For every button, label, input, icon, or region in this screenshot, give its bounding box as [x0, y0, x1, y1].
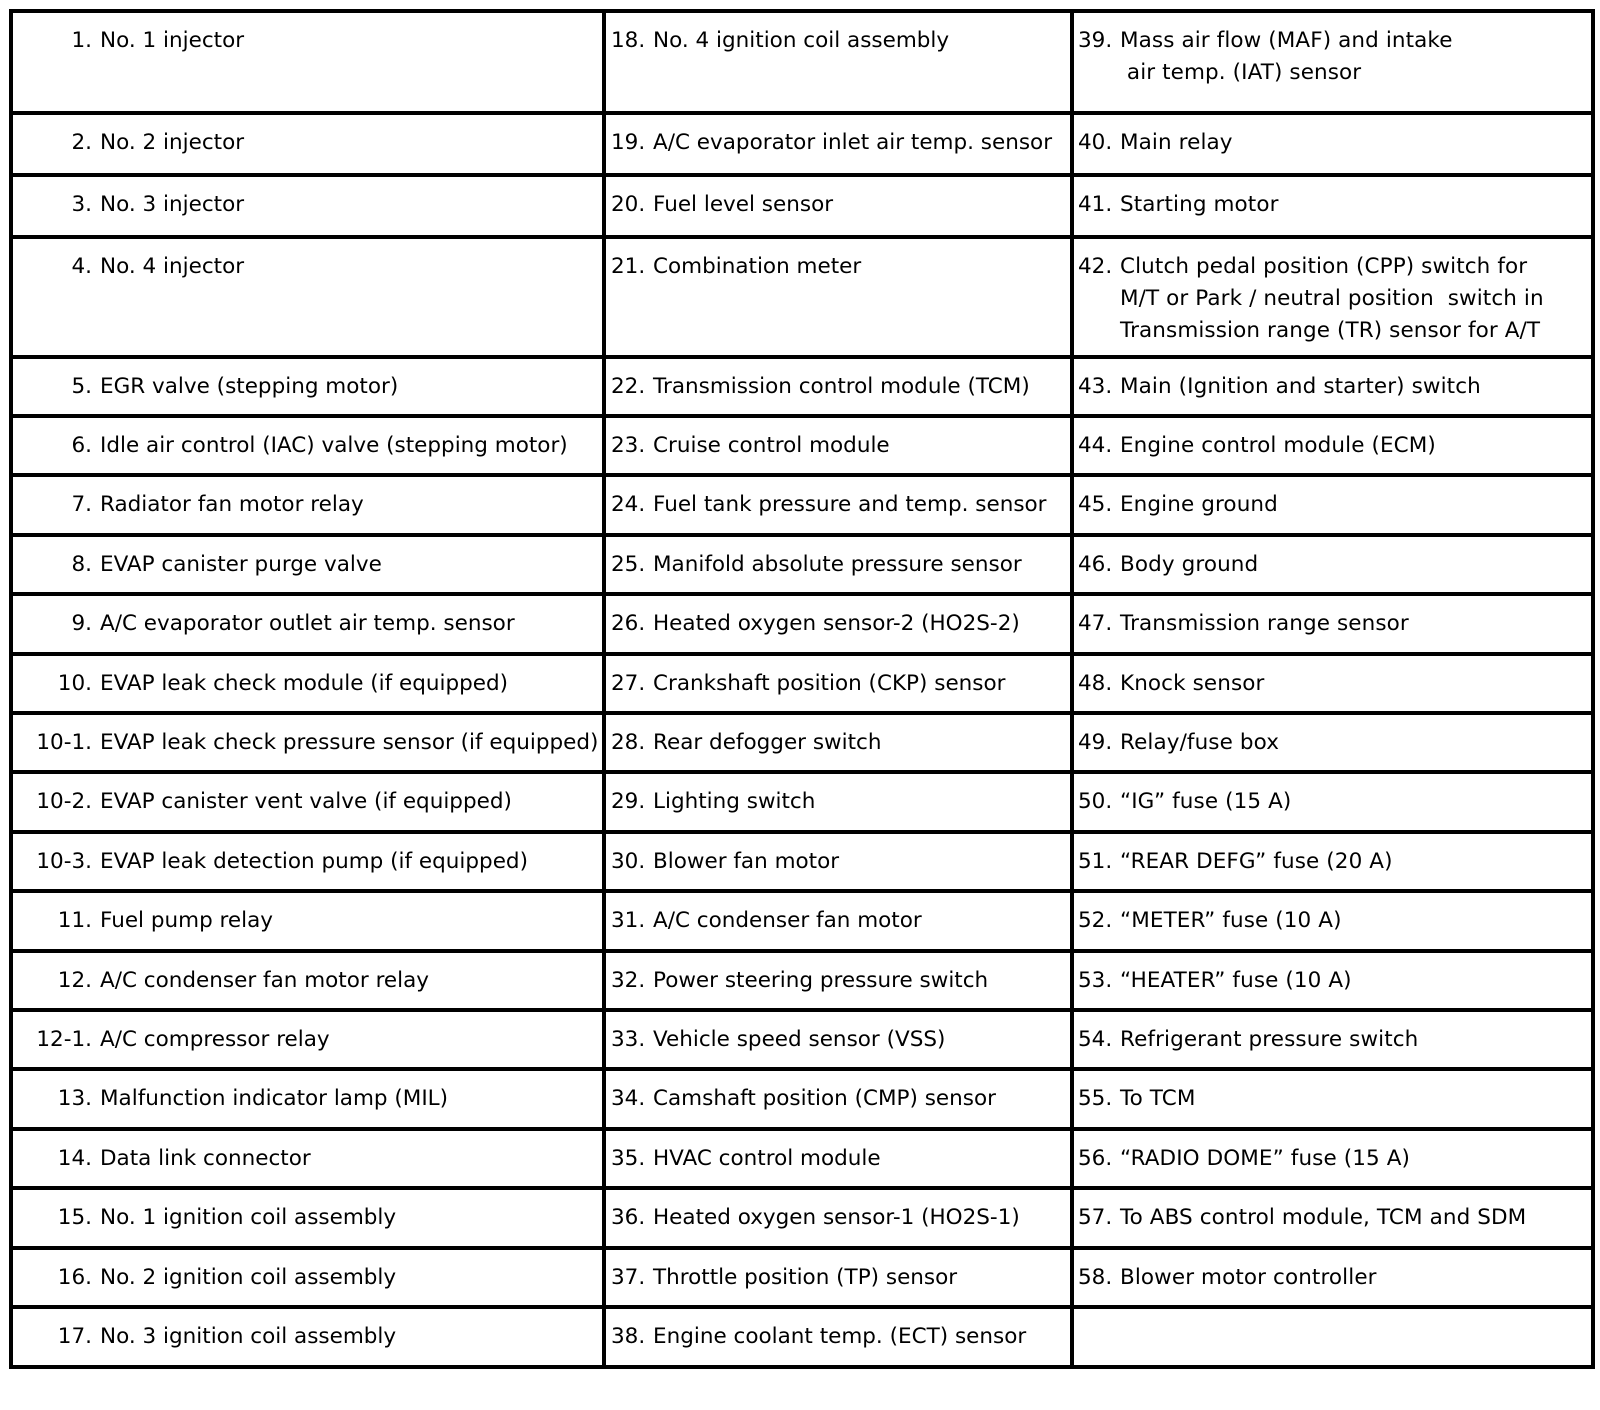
legend-entry [1074, 656, 1591, 700]
item-description: Radiator fan motor relay [100, 492, 364, 517]
legend-entry [606, 893, 1070, 937]
legend-cell [1072, 772, 1593, 832]
legend-cell [1072, 713, 1593, 772]
legend-cell [604, 772, 1072, 832]
legend-cell [11, 1010, 604, 1069]
item-description: Main (Ignition and starter) switch [1120, 374, 1481, 399]
item-number: 34. [611, 1086, 646, 1111]
item-description: No. 1 ignition coil assembly [100, 1205, 397, 1230]
item-description: A/C evaporator outlet air temp. sensor [100, 611, 515, 636]
item-description: Transmission range sensor [1120, 611, 1409, 636]
item-number: 10-2. [36, 789, 92, 814]
item-description: Transmission control module (TCM) [653, 374, 1030, 399]
legend-row [11, 416, 1593, 475]
item-number: 45. [1078, 492, 1113, 517]
legend-entry [606, 13, 1070, 57]
item-description: To TCM [1120, 1086, 1196, 1111]
legend-cell [604, 1010, 1072, 1069]
item-description: Throttle position (TP) sensor [653, 1265, 958, 1290]
legend-cell [604, 594, 1072, 654]
legend-entry [13, 1071, 602, 1115]
item-description: Mass air flow (MAF) and intake air temp. (IAT) sensor [1120, 28, 1453, 85]
legend-cell [1072, 237, 1593, 357]
legend-cell [1072, 891, 1593, 951]
legend-cell [1072, 832, 1593, 891]
legend-row [11, 1248, 1593, 1307]
legend-cell [604, 1248, 1072, 1307]
item-description: Camshaft position (CMP) sensor [653, 1086, 996, 1111]
item-description: Data link connector [100, 1146, 311, 1171]
legend-cell [11, 654, 604, 713]
legend-cell [11, 113, 604, 175]
item-description: Vehicle speed sensor (VSS) [653, 1027, 946, 1052]
item-description: EGR valve (stepping motor) [100, 374, 399, 399]
legend-row [11, 594, 1593, 654]
item-description: Lighting switch [653, 789, 816, 814]
legend-row [11, 772, 1593, 832]
item-number: 9. [71, 611, 92, 636]
legend-entry [606, 1131, 1070, 1175]
legend-row [11, 475, 1593, 535]
legend-entry [13, 239, 602, 283]
item-number: 30. [611, 849, 646, 874]
item-description: EVAP leak check pressure sensor (if equipped) [100, 730, 599, 755]
legend-entry [1074, 834, 1591, 878]
legend-entry [1074, 953, 1591, 997]
legend-entry [606, 774, 1070, 818]
legend-entry [13, 359, 602, 403]
legend-cell [11, 594, 604, 654]
item-number: 23. [611, 433, 646, 458]
item-description: Refrigerant pressure switch [1120, 1027, 1419, 1052]
legend-entry [13, 834, 602, 878]
legend-entry [606, 1250, 1070, 1294]
legend-cell [604, 113, 1072, 175]
item-description: Main relay [1120, 130, 1233, 155]
item-number: 35. [611, 1146, 646, 1171]
item-number: 46. [1078, 552, 1113, 577]
legend-entry [606, 834, 1070, 878]
item-description: Fuel level sensor [653, 192, 834, 217]
legend-cell [604, 1188, 1072, 1248]
item-number: 12-1. [36, 1027, 92, 1052]
legend-cell [11, 416, 604, 475]
item-number: 43. [1078, 374, 1113, 399]
legend-entry [1074, 1190, 1591, 1234]
item-description: “METER” fuse (10 A) [1120, 908, 1342, 933]
legend-entry [13, 1012, 602, 1056]
item-description: A/C condenser fan motor [653, 908, 922, 933]
item-description: Idle air control (IAC) valve (stepping motor) [100, 433, 568, 458]
item-number: 8. [71, 552, 92, 577]
legend-entry [13, 953, 602, 997]
item-number: 26. [611, 611, 646, 636]
legend-entry [13, 893, 602, 937]
item-number: 18. [611, 28, 646, 53]
legend-entry [1074, 537, 1591, 581]
legend-cell [1072, 535, 1593, 594]
legend-entry [13, 418, 602, 462]
legend-cell [604, 475, 1072, 535]
item-number: 24. [611, 492, 646, 517]
item-description: Relay/fuse box [1120, 730, 1280, 755]
item-number: 12. [57, 968, 92, 993]
legend-entry [606, 1071, 1070, 1115]
legend-cell [604, 832, 1072, 891]
legend-row [11, 891, 1593, 951]
item-description: Combination meter [653, 254, 862, 279]
component-legend-table [9, 9, 1595, 1369]
item-description: EVAP canister vent valve (if equipped) [100, 789, 512, 814]
legend-entry [1074, 418, 1591, 462]
legend-cell [11, 832, 604, 891]
item-description: Fuel pump relay [100, 908, 274, 933]
legend-entry [13, 774, 602, 818]
legend-entry [1074, 115, 1591, 159]
legend-cell [604, 416, 1072, 475]
legend-entry [606, 239, 1070, 283]
legend-cell [604, 713, 1072, 772]
legend-cell [11, 357, 604, 416]
item-number: 4. [71, 254, 92, 279]
legend-cell [604, 1069, 1072, 1129]
legend-cell [11, 1129, 604, 1188]
item-number: 56. [1078, 1146, 1113, 1171]
legend-entry [606, 177, 1070, 221]
legend-cell [1072, 175, 1593, 237]
item-number: 10. [57, 671, 92, 696]
item-description: “HEATER” fuse (10 A) [1120, 968, 1352, 993]
item-description: Clutch pedal position (CPP) switch for M/T or Park / neutral position switch in Transmission range (TR) sensor for A/T [1120, 254, 1544, 343]
legend-row [11, 1129, 1593, 1188]
item-description: A/C evaporator inlet air temp. sensor [653, 130, 1053, 155]
item-description: No. 2 injector [100, 130, 245, 155]
legend-cell [1072, 1188, 1593, 1248]
item-number: 17. [57, 1324, 92, 1349]
item-description: Fuel tank pressure and temp. sensor [653, 492, 1047, 517]
item-description: Cruise control module [653, 433, 890, 458]
legend-row [11, 832, 1593, 891]
item-number: 15. [57, 1205, 92, 1230]
item-number: 58. [1078, 1265, 1113, 1290]
item-number: 38. [611, 1324, 646, 1349]
legend-entry [1074, 13, 1591, 89]
item-description: Body ground [1120, 552, 1259, 577]
legend-cell [604, 1129, 1072, 1188]
legend-cell [1072, 475, 1593, 535]
legend-cell [604, 357, 1072, 416]
legend-row [11, 1188, 1593, 1248]
legend-entry [1074, 1131, 1591, 1175]
item-number: 16. [57, 1265, 92, 1290]
item-description: No. 3 injector [100, 192, 245, 217]
legend-body [11, 11, 1593, 1367]
item-number: 53. [1078, 968, 1113, 993]
legend-row [11, 113, 1593, 175]
item-number: 20. [611, 192, 646, 217]
item-number: 14. [57, 1146, 92, 1171]
item-description: Blower motor controller [1120, 1265, 1377, 1290]
legend-entry [1074, 715, 1591, 759]
legend-cell [11, 535, 604, 594]
item-description: “RADIO DOME” fuse (15 A) [1120, 1146, 1411, 1171]
legend-entry [13, 477, 602, 521]
item-description: Blower fan motor [653, 849, 840, 874]
item-number: 57. [1078, 1205, 1113, 1230]
legend-cell [1072, 1248, 1593, 1307]
item-number: 55. [1078, 1086, 1113, 1111]
legend-cell [604, 654, 1072, 713]
legend-cell [11, 951, 604, 1010]
item-number: 48. [1078, 671, 1113, 696]
item-number: 21. [611, 254, 646, 279]
item-description: Knock sensor [1120, 671, 1265, 696]
legend-cell [11, 175, 604, 237]
legend-cell [604, 237, 1072, 357]
item-description: Rear defogger switch [653, 730, 882, 755]
legend-cell [11, 11, 604, 113]
legend-entry [1074, 893, 1591, 937]
item-description: A/C compressor relay [100, 1027, 330, 1052]
legend-entry [1074, 477, 1591, 521]
item-number: 25. [611, 552, 646, 577]
item-description: No. 1 injector [100, 28, 245, 53]
legend-entry [606, 715, 1070, 759]
legend-entry [606, 656, 1070, 700]
legend-entry [13, 656, 602, 700]
item-description: No. 2 ignition coil assembly [100, 1265, 397, 1290]
legend-entry [1074, 177, 1591, 221]
item-number: 54. [1078, 1027, 1113, 1052]
item-number: 41. [1078, 192, 1113, 217]
legend-entry [1074, 239, 1591, 347]
legend-entry [13, 1131, 602, 1175]
legend-cell [11, 713, 604, 772]
legend-cell [11, 1307, 604, 1367]
item-description: EVAP leak check module (if equipped) [100, 671, 509, 696]
legend-cell [604, 891, 1072, 951]
legend-cell [11, 237, 604, 357]
item-number: 6. [71, 433, 92, 458]
item-description: Heated oxygen sensor-2 (HO2S-2) [653, 611, 1020, 636]
item-number: 2. [71, 130, 92, 155]
legend-cell [604, 1307, 1072, 1367]
legend-entry [606, 1309, 1070, 1353]
legend-row [11, 1069, 1593, 1129]
item-number: 33. [611, 1027, 646, 1052]
legend-cell [1072, 654, 1593, 713]
item-number: 10-3. [36, 849, 92, 874]
legend-row [11, 237, 1593, 357]
item-number: 47. [1078, 611, 1113, 636]
legend-cell [1072, 1129, 1593, 1188]
legend-cell [1072, 11, 1593, 113]
legend-cell [11, 1069, 604, 1129]
item-number: 39. [1078, 28, 1113, 53]
legend-row [11, 1010, 1593, 1069]
item-number: 7. [71, 492, 92, 517]
item-description: No. 4 injector [100, 254, 245, 279]
item-description: Crankshaft position (CKP) sensor [653, 671, 1006, 696]
legend-cell [604, 951, 1072, 1010]
legend-entry [1074, 774, 1591, 818]
item-description: To ABS control module, TCM and SDM [1120, 1205, 1527, 1230]
legend-entry [606, 418, 1070, 462]
item-description: Engine control module (ECM) [1120, 433, 1436, 458]
item-number: 28. [611, 730, 646, 755]
item-number: 19. [611, 130, 646, 155]
legend-entry [13, 177, 602, 221]
legend-row [11, 175, 1593, 237]
legend-entry [13, 1190, 602, 1234]
legend-entry [13, 115, 602, 159]
item-description: Heated oxygen sensor-1 (HO2S-1) [653, 1205, 1020, 1230]
item-description: Malfunction indicator lamp (MIL) [100, 1086, 449, 1111]
legend-entry [13, 1309, 602, 1353]
legend-entry [606, 115, 1070, 159]
item-number: 36. [611, 1205, 646, 1230]
legend-entry [606, 953, 1070, 997]
legend-cell [11, 1188, 604, 1248]
legend-row [11, 713, 1593, 772]
item-number: 5. [71, 374, 92, 399]
item-description: No. 3 ignition coil assembly [100, 1324, 397, 1349]
item-description: EVAP leak detection pump (if equipped) [100, 849, 528, 874]
item-number: 31. [611, 908, 646, 933]
legend-entry [13, 537, 602, 581]
legend-entry [1074, 359, 1591, 403]
item-description: A/C condenser fan motor relay [100, 968, 430, 993]
item-number: 22. [611, 374, 646, 399]
legend-entry [606, 537, 1070, 581]
legend-entry [1074, 596, 1591, 640]
item-description: Power steering pressure switch [653, 968, 989, 993]
item-description: “REAR DEFG” fuse (20 A) [1120, 849, 1393, 874]
item-description: No. 4 ignition coil assembly [653, 28, 950, 53]
legend-entry [13, 715, 602, 759]
legend-entry [1074, 1250, 1591, 1294]
item-description: Engine coolant temp. (ECT) sensor [653, 1324, 1027, 1349]
item-number: 27. [611, 671, 646, 696]
legend-cell [604, 175, 1072, 237]
legend-entry [13, 596, 602, 640]
legend-cell [11, 772, 604, 832]
item-number: 32. [611, 968, 646, 993]
item-description: Engine ground [1120, 492, 1278, 517]
item-number: 11. [57, 908, 92, 933]
legend-entry [13, 13, 602, 57]
legend-cell [1072, 416, 1593, 475]
item-description: Starting motor [1120, 192, 1279, 217]
item-number: 37. [611, 1265, 646, 1290]
legend-entry [606, 477, 1070, 521]
legend-cell [11, 891, 604, 951]
legend-row [11, 951, 1593, 1010]
legend-entry [1074, 1012, 1591, 1056]
item-description: HVAC control module [653, 1146, 881, 1171]
legend-cell [1072, 594, 1593, 654]
item-number: 10-1. [36, 730, 92, 755]
legend-entry [606, 1012, 1070, 1056]
item-number: 51. [1078, 849, 1113, 874]
legend-entry [13, 1250, 602, 1294]
legend-entry [606, 596, 1070, 640]
legend-cell [604, 11, 1072, 113]
legend-cell [11, 1248, 604, 1307]
item-description: “IG” fuse (15 A) [1120, 789, 1292, 814]
legend-row [11, 357, 1593, 416]
item-number: 3. [71, 192, 92, 217]
legend-cell [1072, 1010, 1593, 1069]
legend-entry [606, 359, 1070, 403]
legend-entry [1074, 1071, 1591, 1115]
item-description: Manifold absolute pressure sensor [653, 552, 1022, 577]
legend-row [11, 1307, 1593, 1367]
legend-cell [1072, 951, 1593, 1010]
item-number: 13. [57, 1086, 92, 1111]
item-number: 52. [1078, 908, 1113, 933]
legend-entry [1074, 1309, 1591, 1321]
item-number: 44. [1078, 433, 1113, 458]
legend-cell [1072, 1307, 1593, 1367]
legend-row [11, 11, 1593, 113]
legend-cell [1072, 113, 1593, 175]
legend-cell [1072, 357, 1593, 416]
legend-cell [1072, 1069, 1593, 1129]
item-number: 1. [71, 28, 92, 53]
item-number: 29. [611, 789, 646, 814]
item-number: 40. [1078, 130, 1113, 155]
legend-cell [11, 475, 604, 535]
legend-row [11, 654, 1593, 713]
legend-entry [606, 1190, 1070, 1234]
item-number: 49. [1078, 730, 1113, 755]
item-description: EVAP canister purge valve [100, 552, 382, 577]
item-number: 42. [1078, 254, 1113, 279]
item-number: 50. [1078, 789, 1113, 814]
legend-row [11, 535, 1593, 594]
legend-cell [604, 535, 1072, 594]
